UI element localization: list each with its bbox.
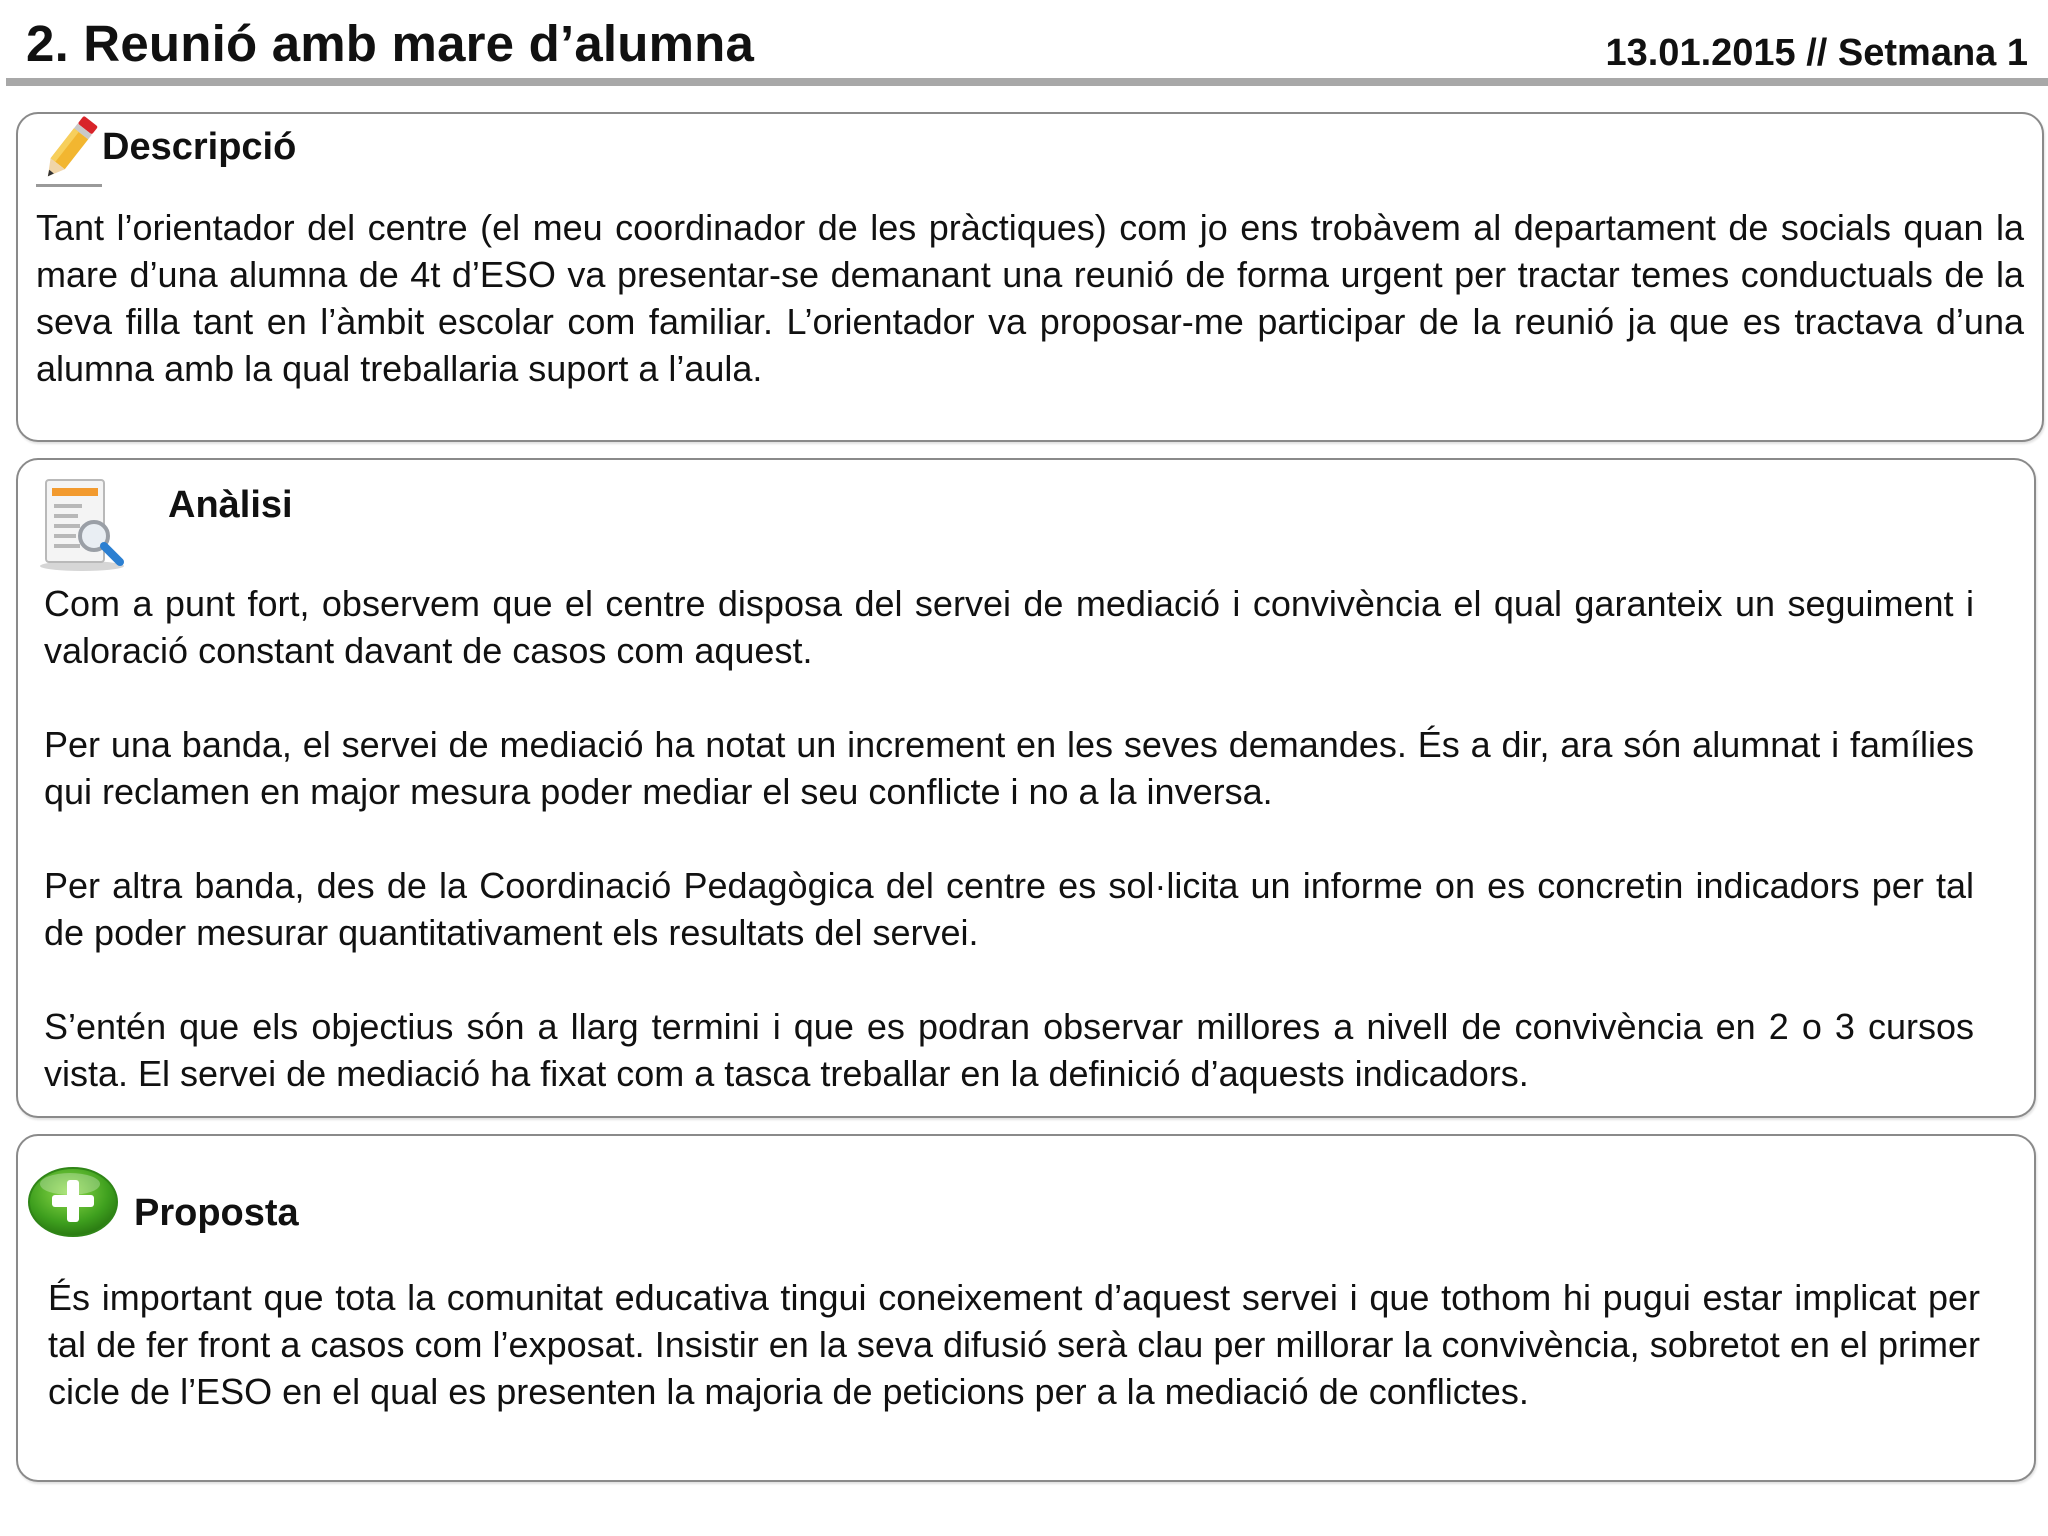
analysis-text xyxy=(44,580,1974,1097)
analysis-paragraph: S’entén que els objectius són a llarg termini i que es podran observar millores a nivell de convivència en 2 o 3 cursos vista. El servei de mediació ha fixat com a tasca treballar en la definició d’aquests indicadors. xyxy=(44,1006,1974,1094)
plus-circle-icon xyxy=(26,1164,120,1240)
page-title: 2. Reunió amb mare d’alumna xyxy=(26,15,755,72)
description-title: Descripció xyxy=(102,126,297,168)
pencil-icon xyxy=(34,108,106,188)
date-week-label: 13.01.2015 // Setmana 1 xyxy=(1605,32,2028,74)
proposal-title: Proposta xyxy=(134,1192,299,1234)
document-search-icon xyxy=(36,476,130,572)
analysis-title: Anàlisi xyxy=(168,484,293,526)
analysis-spacer xyxy=(44,956,1974,1003)
header-rule xyxy=(6,78,2048,86)
analysis-spacer xyxy=(44,815,1974,862)
analysis-paragraph: Per altra banda, des de la Coordinació Pedagògica del centre es sol·licita un informe on es concretin indicadors per tal de poder mesurar quantitativament els resultats del servei. xyxy=(44,865,1974,953)
analysis-paragraph: Per una banda, el servei de mediació ha notat un increment en les seves demandes. És a dir, ara són alumnat i famílies qui reclamen en major mesura poder mediar el seu conflicte i no a la inversa. xyxy=(44,724,1974,812)
proposal-text: És important que tota la comunitat educativa tingui coneixement d’aquest servei i que tothom hi pugui estar implicat per tal de fer front a casos com l’exposat. Insistir en la seva difusió serà clau per millorar la convivència, sobretot en el primer cicle de l’ESO en el qual es presenten la majoria de peticions per a la mediació de conflictes. xyxy=(48,1277,1980,1412)
description-text: Tant l’orientador del centre (el meu coordinador de les pràctiques) com jo ens trobàvem al departament de socials quan la mare d’una alumna de 4t d’ESO va presentar-se demanant una reunió de forma urgent per tractar temes conductuals de la seva filla tant en l’àmbit escolar com familiar. L’orientador va proposar-me participar de la reunió ja que es tractava d’una alumna amb la qual treballaria suport a l’aula. xyxy=(36,207,2024,389)
analysis-paragraph: Com a punt fort, observem que el centre disposa del servei de mediació i convivència el qual garanteix un seguiment i valoració constant davant de casos com aquest. xyxy=(44,583,1974,671)
analysis-spacer xyxy=(44,674,1974,721)
